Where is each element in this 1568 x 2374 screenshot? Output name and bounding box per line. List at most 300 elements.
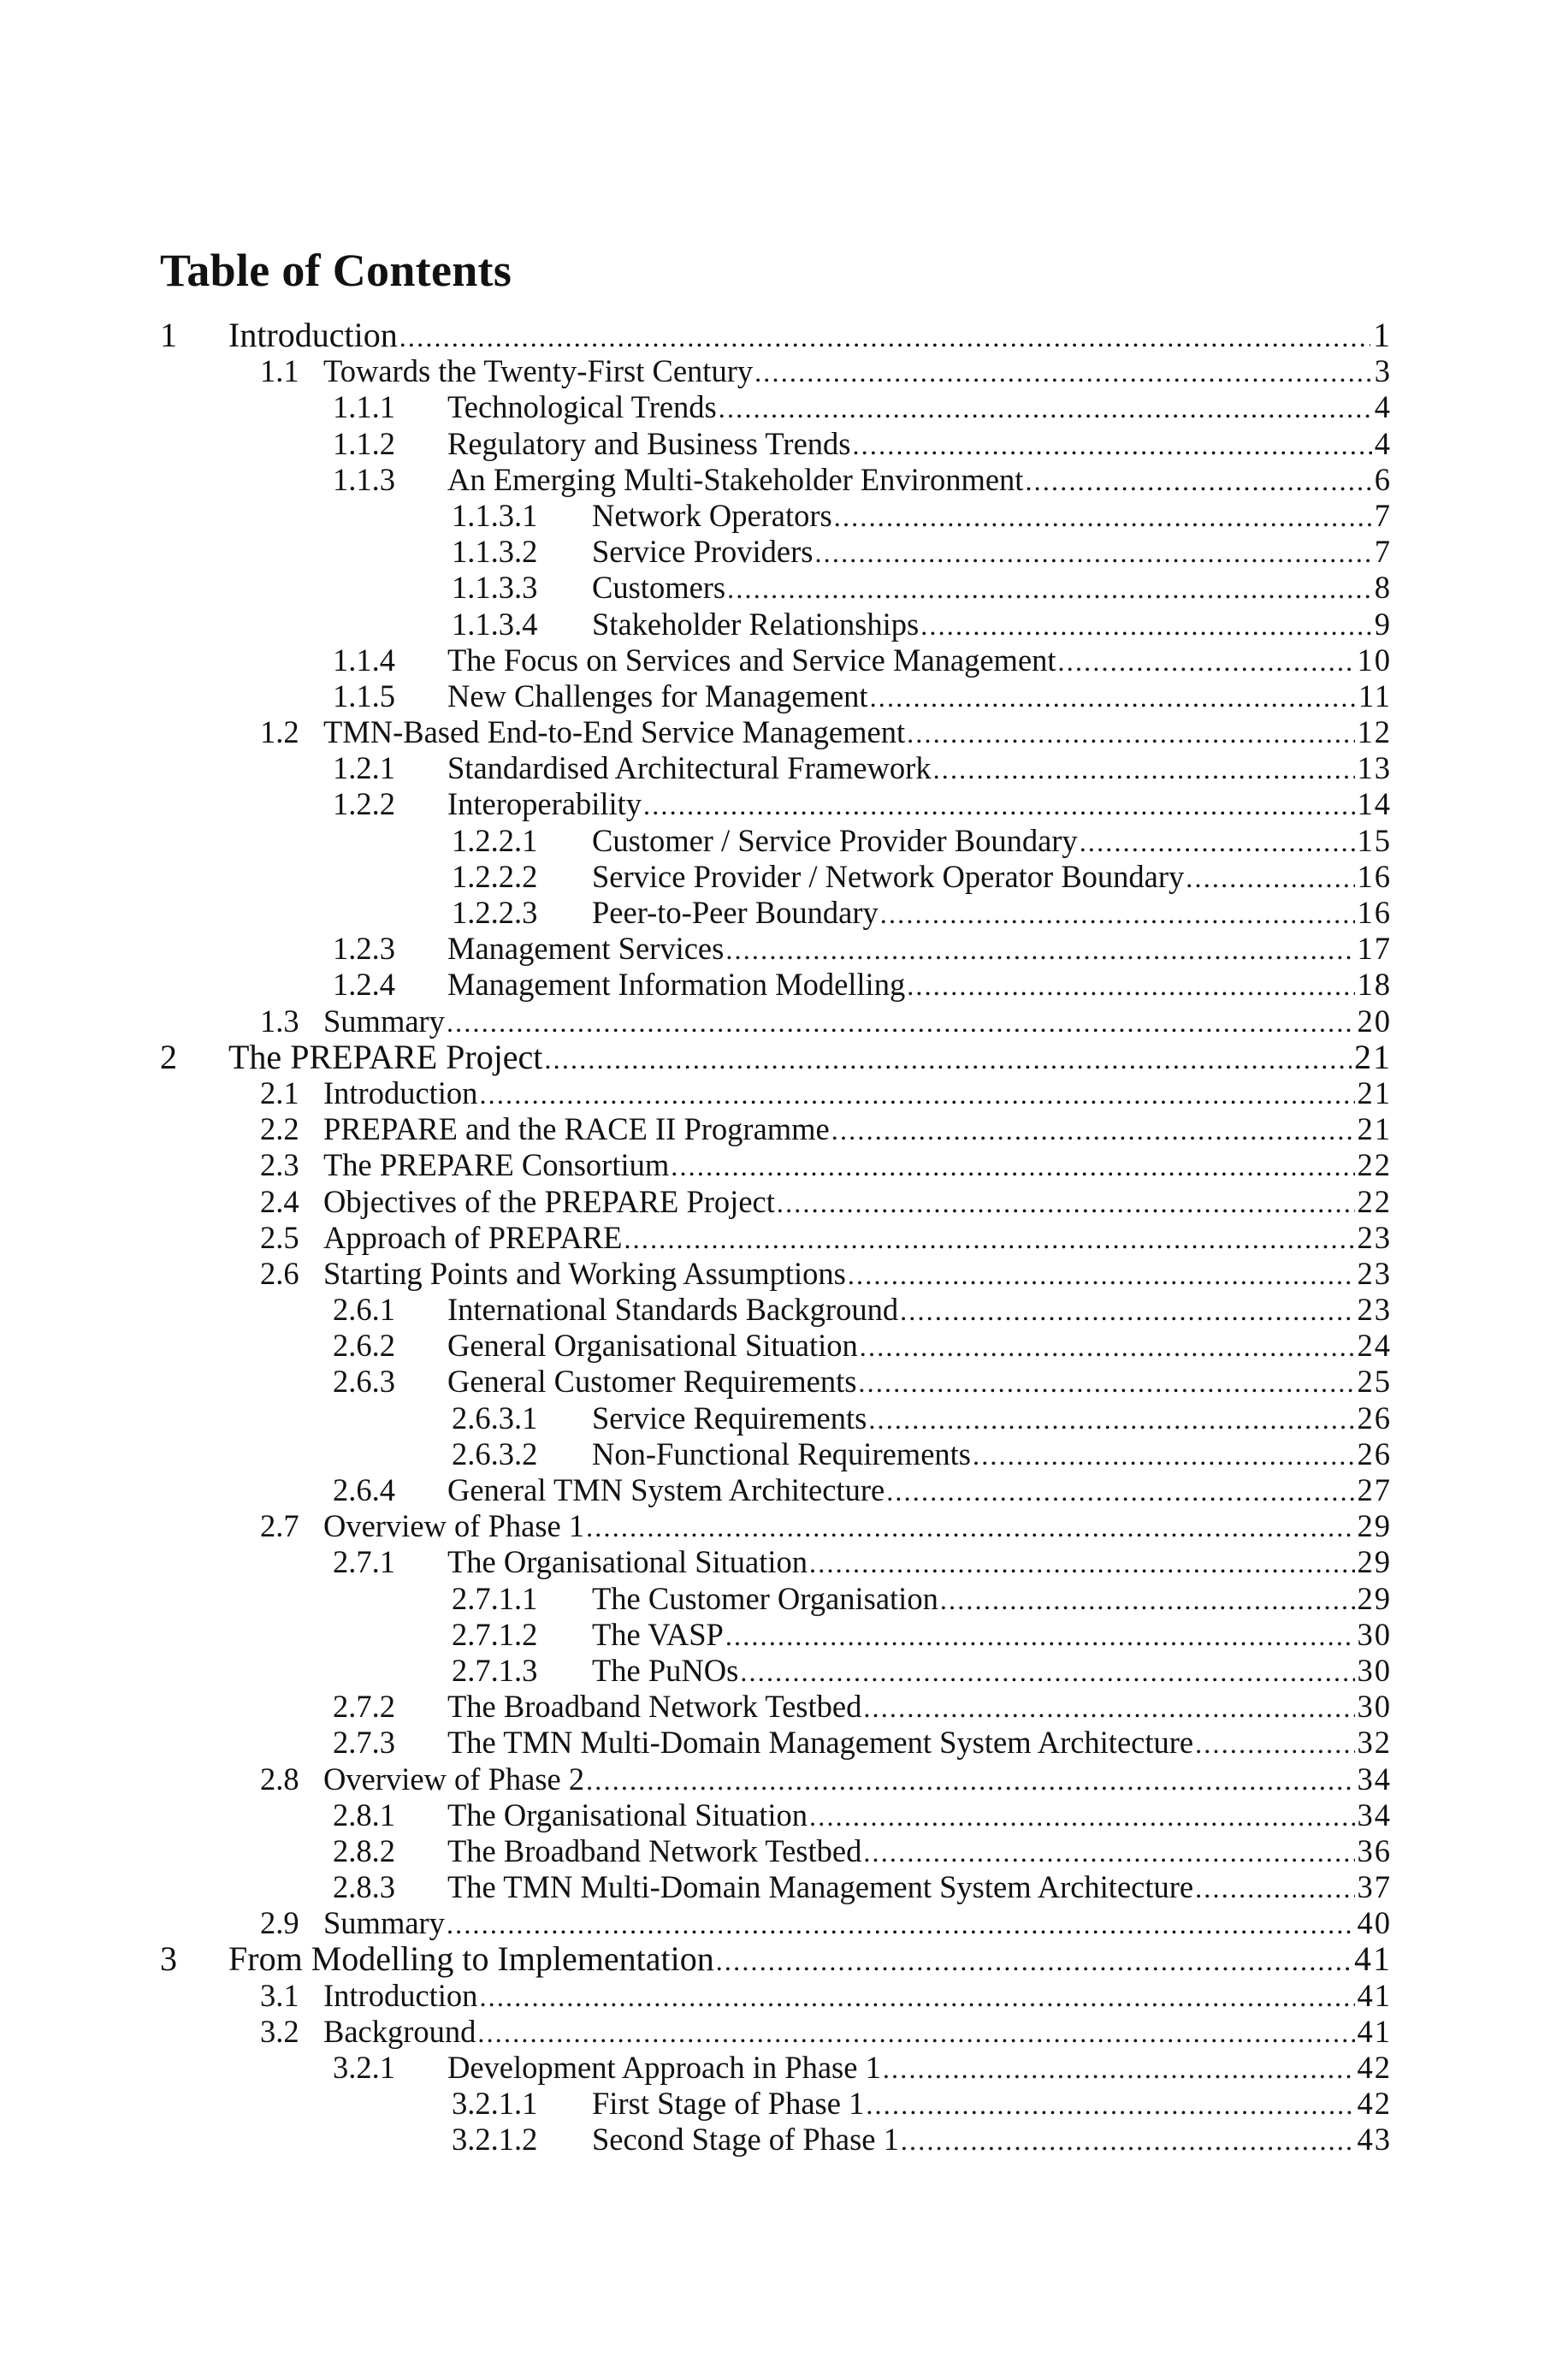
toc-entry	[160, 1581, 1392, 1617]
toc-entry	[160, 1472, 1392, 1508]
dot-leader	[477, 2015, 1354, 2051]
toc-entry	[160, 1003, 1392, 1039]
dot-leader	[1195, 1870, 1354, 1906]
dot-leader	[1080, 824, 1355, 860]
toc-entry-page: 29	[1357, 1580, 1392, 1616]
toc-entry-line	[447, 2050, 1392, 2087]
toc-entry-page: 17	[1357, 931, 1392, 967]
toc-entry	[160, 1689, 1392, 1725]
toc-entry-page: 25	[1357, 1364, 1392, 1400]
toc-entry-line	[592, 1617, 1392, 1654]
dot-leader	[624, 1221, 1354, 1257]
toc-entry-title: PREPARE and the RACE II Programme	[323, 1111, 830, 1147]
toc-entry-line	[323, 1003, 1392, 1040]
toc-entry	[160, 1256, 1392, 1292]
dot-leader	[399, 319, 1370, 355]
toc-entry-line	[592, 823, 1392, 860]
toc-entry-title: Management Information Modelling	[447, 967, 906, 1003]
dot-leader	[479, 1076, 1354, 1112]
toc-entry-page: 42	[1357, 2050, 1392, 2085]
toc-entry-title: Overview of Phase 1	[323, 1508, 585, 1544]
toc-entry-number: 1.1.3.3	[452, 570, 538, 606]
toc-entry	[160, 1400, 1392, 1436]
toc-entry-line	[447, 1472, 1392, 1509]
toc-entry-title: The Organisational Situation	[447, 1544, 808, 1580]
toc-entry-number: 2.5	[260, 1219, 299, 1255]
toc-entry	[160, 607, 1392, 642]
toc-entry-page: 30	[1357, 1652, 1392, 1688]
dot-leader	[1025, 463, 1371, 499]
toc-entry-line	[592, 534, 1392, 571]
toc-entry-title: Overview of Phase 2	[323, 1761, 585, 1797]
dot-leader	[671, 1148, 1354, 1184]
toc-entry-title: Interoperability	[447, 786, 642, 822]
toc-entry	[160, 642, 1392, 678]
toc-entry	[160, 786, 1392, 822]
dot-leader	[883, 2051, 1355, 2087]
toc-entry-page: 8	[1374, 570, 1392, 606]
toc-entry	[160, 967, 1392, 1003]
toc-entry-page: 27	[1357, 1472, 1392, 1507]
toc-entry-line	[447, 1328, 1392, 1365]
toc-entry-title: Introduction	[323, 1075, 478, 1110]
toc-entry	[160, 2014, 1392, 2050]
dot-leader	[860, 1329, 1355, 1365]
toc-entry	[160, 2050, 1392, 2086]
dot-leader	[447, 1906, 1355, 1942]
toc-entry-number: 2.8.2	[333, 1832, 395, 1868]
toc-entry-page: 26	[1357, 1436, 1392, 1471]
toc-entry-title: Network Operators	[592, 497, 832, 533]
toc-entry-number: 2.6.1	[333, 1292, 395, 1328]
toc-entry-page: 10	[1357, 642, 1392, 678]
toc-entry-page: 6	[1374, 461, 1392, 497]
toc-entry-title: First Stage of Phase 1	[592, 2086, 865, 2122]
toc-entry-page: 3	[1374, 353, 1392, 389]
toc-entry-line	[592, 1400, 1392, 1437]
dot-leader	[866, 2087, 1354, 2122]
toc-entry-page: 4	[1374, 389, 1392, 425]
toc-entry-page: 15	[1357, 822, 1392, 858]
toc-entry-title: The Customer Organisation	[592, 1580, 938, 1616]
toc-entry-page: 26	[1357, 1400, 1392, 1436]
toc-entry-line	[592, 895, 1392, 932]
toc-entry	[160, 859, 1392, 895]
toc-entry-number: 2.6.2	[333, 1328, 395, 1364]
toc-entry-page: 40	[1357, 1905, 1392, 1941]
toc-entry-title: Customer / Service Provider Boundary	[592, 822, 1078, 858]
dot-leader	[777, 1185, 1355, 1221]
toc-entry-title: The PREPARE Consortium	[323, 1147, 670, 1183]
toc-entry	[160, 1364, 1392, 1400]
toc-entry	[160, 1653, 1392, 1689]
toc-entry	[160, 678, 1392, 714]
toc-entry-line	[447, 1833, 1392, 1870]
toc-entry-number: 1.1.1	[333, 389, 395, 425]
toc-entry-number: 2.7.2	[333, 1689, 395, 1725]
dot-leader	[725, 932, 1354, 968]
toc-entry-title: Development Approach in Phase 1	[447, 2050, 881, 2085]
toc-entry-page: 24	[1357, 1328, 1392, 1364]
dot-leader	[886, 1473, 1354, 1509]
toc-entry-number: 1.1.3.4	[452, 606, 538, 642]
toc-entry-number: 2.6	[260, 1255, 299, 1291]
toc-entry-page: 30	[1357, 1689, 1392, 1725]
toc-entry	[160, 1833, 1392, 1869]
toc-entry-title: Second Stage of Phase 1	[592, 2122, 899, 2158]
toc-entry-number: 3.2.1	[333, 2050, 395, 2085]
toc-entry-number: 3	[160, 1939, 177, 1979]
dot-leader	[1058, 643, 1355, 679]
toc-entry-line	[323, 1508, 1392, 1545]
toc-entry-title: Summary	[323, 1905, 445, 1941]
toc-entry	[160, 1508, 1392, 1544]
table-of-contents	[160, 317, 1392, 2158]
dot-leader	[858, 1365, 1354, 1400]
toc-entry-line	[447, 1869, 1392, 1906]
dot-leader	[643, 787, 1354, 823]
toc-entry-line	[323, 1256, 1392, 1293]
toc-entry-number: 1.1.3.1	[452, 497, 538, 533]
page-title: Table of Contents	[160, 245, 512, 296]
dot-leader	[754, 354, 1372, 390]
toc-entry-number: 3.2.1.2	[452, 2122, 538, 2158]
toc-entry-title: Customers	[592, 570, 726, 606]
toc-entry-line	[592, 1581, 1392, 1618]
toc-entry-number: 2.8	[260, 1761, 299, 1797]
toc-entry-line	[447, 1725, 1392, 1761]
toc-entry-number: 2.7.1.1	[452, 1580, 538, 1616]
toc-entry-number: 2.6.3.2	[452, 1436, 538, 1471]
toc-entry	[160, 1147, 1392, 1183]
toc-entry-title: Approach of PREPARE	[323, 1219, 623, 1255]
dot-leader	[870, 679, 1356, 715]
toc-entry-page: 9	[1374, 606, 1392, 642]
dot-leader	[1195, 1726, 1354, 1761]
toc-entry-page: 16	[1357, 895, 1392, 930]
dot-leader	[868, 1401, 1354, 1437]
toc-entry-title: The Broadband Network Testbed	[447, 1689, 862, 1725]
toc-entry	[160, 1544, 1392, 1580]
toc-entry-page: 21	[1354, 1037, 1392, 1076]
toc-entry-title: Stakeholder Relationships	[592, 606, 920, 642]
toc-entry-number: 2.4	[260, 1183, 299, 1219]
toc-entry-title: General Customer Requirements	[447, 1364, 857, 1400]
toc-entry-title: The VASP	[592, 1616, 724, 1652]
toc-entry-number: 2.7.1.3	[452, 1652, 538, 1688]
toc-entry-line	[592, 2122, 1392, 2158]
toc-entry-line	[323, 714, 1392, 751]
dot-leader	[933, 751, 1355, 787]
toc-entry-page: 23	[1357, 1219, 1392, 1255]
dot-leader	[740, 1654, 1354, 1690]
toc-entry-line	[447, 426, 1392, 463]
toc-entry-page: 21	[1357, 1111, 1392, 1147]
toc-entry-line	[447, 931, 1392, 968]
toc-entry-title: International Standards Background	[447, 1292, 899, 1328]
toc-entry-title: TMN-Based End-to-End Service Management	[323, 714, 906, 750]
toc-entry	[160, 534, 1392, 570]
toc-entry-page: 29	[1357, 1508, 1392, 1544]
toc-entry-number: 2.6.4	[333, 1472, 395, 1507]
toc-entry-title: Standardised Architectural Framework	[447, 750, 932, 786]
toc-entry-page: 18	[1357, 967, 1392, 1003]
dot-leader	[940, 1582, 1355, 1618]
toc-entry-number: 1.1.2	[333, 425, 395, 461]
toc-entry-page: 43	[1357, 2122, 1392, 2158]
toc-entry	[160, 1292, 1392, 1328]
toc-entry-number: 3.2.1.1	[452, 2086, 538, 2122]
toc-entry-title: Service Provider / Network Operator Boundary	[592, 858, 1185, 894]
toc-entry-line	[447, 678, 1392, 715]
dot-leader	[907, 715, 1354, 751]
toc-entry	[160, 1111, 1392, 1147]
toc-entry-page: 21	[1357, 1075, 1392, 1110]
toc-entry-page: 34	[1357, 1797, 1392, 1832]
toc-entry-page: 7	[1374, 534, 1392, 570]
toc-entry-number: 3.2	[260, 2013, 299, 2049]
toc-entry	[160, 1617, 1392, 1653]
toc-entry-title: Introduction	[228, 316, 398, 354]
dot-leader	[1186, 860, 1354, 896]
toc-entry-number: 1.3	[260, 1003, 299, 1039]
toc-entry-line	[447, 967, 1392, 1003]
toc-entry-title: The PREPARE Project	[228, 1037, 543, 1076]
toc-entry-number: 1.2.1	[333, 750, 395, 786]
toc-entry-number: 1.1.3	[333, 461, 395, 497]
toc-entry-line	[323, 1075, 1392, 1112]
dot-leader	[716, 1943, 1352, 1979]
toc-entry-line	[592, 1653, 1392, 1690]
dot-leader	[544, 1041, 1352, 1077]
toc-entry	[160, 317, 1392, 353]
dot-leader	[852, 427, 1371, 463]
toc-entry	[160, 1436, 1392, 1472]
toc-entry-page: 22	[1357, 1147, 1392, 1183]
toc-entry-line	[323, 1761, 1392, 1798]
toc-entry	[160, 1978, 1392, 2014]
toc-entry	[160, 1184, 1392, 1220]
toc-entry-number: 1.2.2.1	[452, 822, 538, 858]
toc-entry-title: Towards the Twenty-First Century	[323, 353, 754, 389]
toc-entry-page: 11	[1358, 678, 1392, 713]
toc-entry-page: 23	[1357, 1255, 1392, 1291]
dot-leader	[880, 896, 1355, 932]
toc-entry-page: 29	[1357, 1544, 1392, 1580]
toc-entry-page: 16	[1357, 858, 1392, 894]
toc-entry-line	[447, 786, 1392, 823]
toc-entry-number: 2.8.1	[333, 1797, 395, 1832]
toc-entry-line	[228, 1039, 1392, 1077]
dot-leader	[727, 571, 1372, 607]
toc-entry-number: 2.9	[260, 1905, 299, 1941]
dot-leader	[863, 1834, 1354, 1870]
toc-entry-number: 2.2	[260, 1111, 299, 1147]
toc-entry-number: 1.2.2	[333, 786, 395, 822]
toc-entry-title: An Emerging Multi-Stakeholder Environment	[447, 461, 1024, 497]
toc-entry-line	[323, 1905, 1392, 1942]
toc-entry-title: The TMN Multi-Domain Management System Architecture	[447, 1725, 1194, 1761]
toc-entry-title: Summary	[323, 1003, 445, 1039]
toc-entry-line	[323, 1220, 1392, 1257]
toc-entry	[160, 2122, 1392, 2158]
toc-entry	[160, 1220, 1392, 1256]
toc-entry-line	[447, 1797, 1392, 1834]
dot-leader	[907, 968, 1354, 1003]
toc-entry-number: 2.3	[260, 1147, 299, 1183]
toc-entry	[160, 1328, 1392, 1364]
toc-entry-line	[592, 2086, 1392, 2122]
toc-entry	[160, 2086, 1392, 2122]
toc-entry-number: 1.1.3.2	[452, 534, 538, 570]
toc-entry-line	[323, 1147, 1392, 1184]
toc-entry-line	[447, 1544, 1392, 1581]
dot-leader	[834, 499, 1372, 535]
toc-entry-number: 1.1	[260, 353, 299, 389]
toc-entry-page: 42	[1357, 2086, 1392, 2122]
toc-entry-line	[447, 750, 1392, 787]
toc-entry-number: 1	[160, 316, 177, 354]
toc-entry	[160, 823, 1392, 859]
toc-entry-page: 23	[1357, 1292, 1392, 1328]
toc-entry-number: 2.8.3	[333, 1869, 395, 1905]
toc-entry	[160, 462, 1392, 498]
toc-entry	[160, 426, 1392, 462]
dot-leader	[586, 1762, 1354, 1798]
toc-entry-page: 1	[1373, 316, 1392, 354]
toc-entry-line	[447, 389, 1392, 426]
toc-entry	[160, 1761, 1392, 1797]
toc-entry-title: Starting Points and Working Assumptions	[323, 1255, 846, 1291]
toc-entry-title: The PuNOs	[592, 1652, 739, 1688]
toc-entry	[160, 570, 1392, 606]
dot-leader	[848, 1257, 1355, 1293]
toc-entry	[160, 389, 1392, 425]
toc-entry-title: The TMN Multi-Domain Management System Architecture	[447, 1869, 1194, 1905]
dot-leader	[725, 1618, 1355, 1654]
toc-entry	[160, 353, 1392, 389]
toc-entry	[160, 1869, 1392, 1905]
toc-entry-number: 2.7.3	[333, 1725, 395, 1761]
toc-entry-line	[228, 1941, 1392, 1979]
toc-entry-title: Non-Functional Requirements	[592, 1436, 971, 1471]
toc-entry-title: Peer-to-Peer Boundary	[592, 895, 879, 930]
toc-entry-page: 4	[1374, 425, 1392, 461]
toc-entry-line	[592, 859, 1392, 896]
dot-leader	[831, 1112, 1355, 1148]
toc-entry-line	[447, 1292, 1392, 1329]
toc-entry-title: The Organisational Situation	[447, 1797, 808, 1832]
toc-entry	[160, 1725, 1392, 1761]
toc-entry-number: 2.7	[260, 1508, 299, 1544]
toc-entry-number: 2.7.1.2	[452, 1616, 538, 1652]
toc-entry-title: New Challenges for Management	[447, 678, 868, 713]
toc-entry-line	[323, 1111, 1392, 1148]
toc-entry-title: Objectives of the PREPARE Project	[323, 1183, 775, 1219]
toc-entry-page: 7	[1374, 497, 1392, 533]
toc-entry-number: 1.2.3	[333, 931, 395, 967]
toc-entry-title: Regulatory and Business Trends	[447, 425, 851, 461]
dot-leader	[447, 1004, 1355, 1040]
toc-entry-number: 1.2.4	[333, 967, 395, 1003]
toc-entry	[160, 1039, 1392, 1075]
dot-leader	[586, 1509, 1354, 1545]
toc-entry-number: 2.6.3	[333, 1364, 395, 1400]
toc-entry-title: Management Services	[447, 931, 725, 967]
toc-entry-title: Introduction	[323, 1977, 478, 2013]
toc-entry	[160, 895, 1392, 931]
toc-entry	[160, 1075, 1392, 1111]
toc-entry	[160, 714, 1392, 750]
toc-entry-line	[228, 317, 1392, 355]
toc-entry-title: Service Providers	[592, 534, 814, 570]
toc-entry-line	[323, 2014, 1392, 2051]
toc-entry-page: 32	[1357, 1725, 1392, 1761]
toc-entry-title: Service Requirements	[592, 1400, 867, 1436]
toc-entry-line	[447, 462, 1392, 499]
toc-entry-page: 34	[1357, 1761, 1392, 1797]
dot-leader	[719, 390, 1372, 426]
toc-entry-line	[447, 1364, 1392, 1400]
dot-leader	[863, 1690, 1354, 1726]
toc-entry-number: 2.1	[260, 1075, 299, 1110]
toc-entry-line	[323, 353, 1392, 390]
dot-leader	[814, 535, 1371, 571]
toc-entry-title: Technological Trends	[447, 389, 717, 425]
dot-leader	[920, 607, 1372, 643]
toc-entry-title: The Broadband Network Testbed	[447, 1832, 862, 1868]
toc-entry-line	[323, 1978, 1392, 2015]
toc-entry-page: 12	[1357, 714, 1392, 750]
toc-entry-number: 1.1.4	[333, 642, 395, 678]
dot-leader	[973, 1437, 1355, 1473]
toc-entry-line	[447, 642, 1392, 679]
toc-entry-number: 2	[160, 1037, 177, 1076]
toc-entry-title: Background	[323, 2013, 476, 2049]
toc-entry-line	[592, 1436, 1392, 1473]
toc-entry-line	[447, 1689, 1392, 1726]
dot-leader	[479, 1979, 1354, 2015]
toc-entry-number: 3.1	[260, 1977, 299, 2013]
toc-entry-page: 20	[1357, 1003, 1392, 1039]
dot-leader	[809, 1545, 1354, 1581]
toc-entry-number: 1.1.5	[333, 678, 395, 713]
toc-entry-title: From Modelling to Implementation	[228, 1939, 714, 1979]
toc-entry-page: 14	[1357, 786, 1392, 822]
toc-entry-line	[592, 498, 1392, 535]
toc-entry-line	[592, 607, 1392, 643]
toc-entry-number: 1.2.2.3	[452, 895, 538, 930]
toc-entry-title: General TMN System Architecture	[447, 1472, 885, 1507]
toc-entry	[160, 750, 1392, 786]
toc-entry-page: 37	[1357, 1869, 1392, 1905]
toc-entry-line	[592, 570, 1392, 607]
dot-leader	[809, 1798, 1354, 1834]
toc-entry-number: 1.2.2.2	[452, 858, 538, 894]
toc-entry-title: The Focus on Services and Service Management	[447, 642, 1056, 678]
toc-entry-number: 1.2	[260, 714, 299, 750]
toc-entry	[160, 931, 1392, 967]
toc-entry-line	[323, 1184, 1392, 1221]
toc-entry-page: 41	[1357, 2013, 1392, 2049]
toc-entry-page: 36	[1357, 1832, 1392, 1868]
toc-entry	[160, 1797, 1392, 1833]
dot-leader	[900, 1293, 1354, 1329]
toc-entry-page: 13	[1357, 750, 1392, 786]
toc-entry-page: 41	[1354, 1939, 1392, 1979]
toc-entry	[160, 1941, 1392, 1977]
toc-entry-number: 2.7.1	[333, 1544, 395, 1580]
